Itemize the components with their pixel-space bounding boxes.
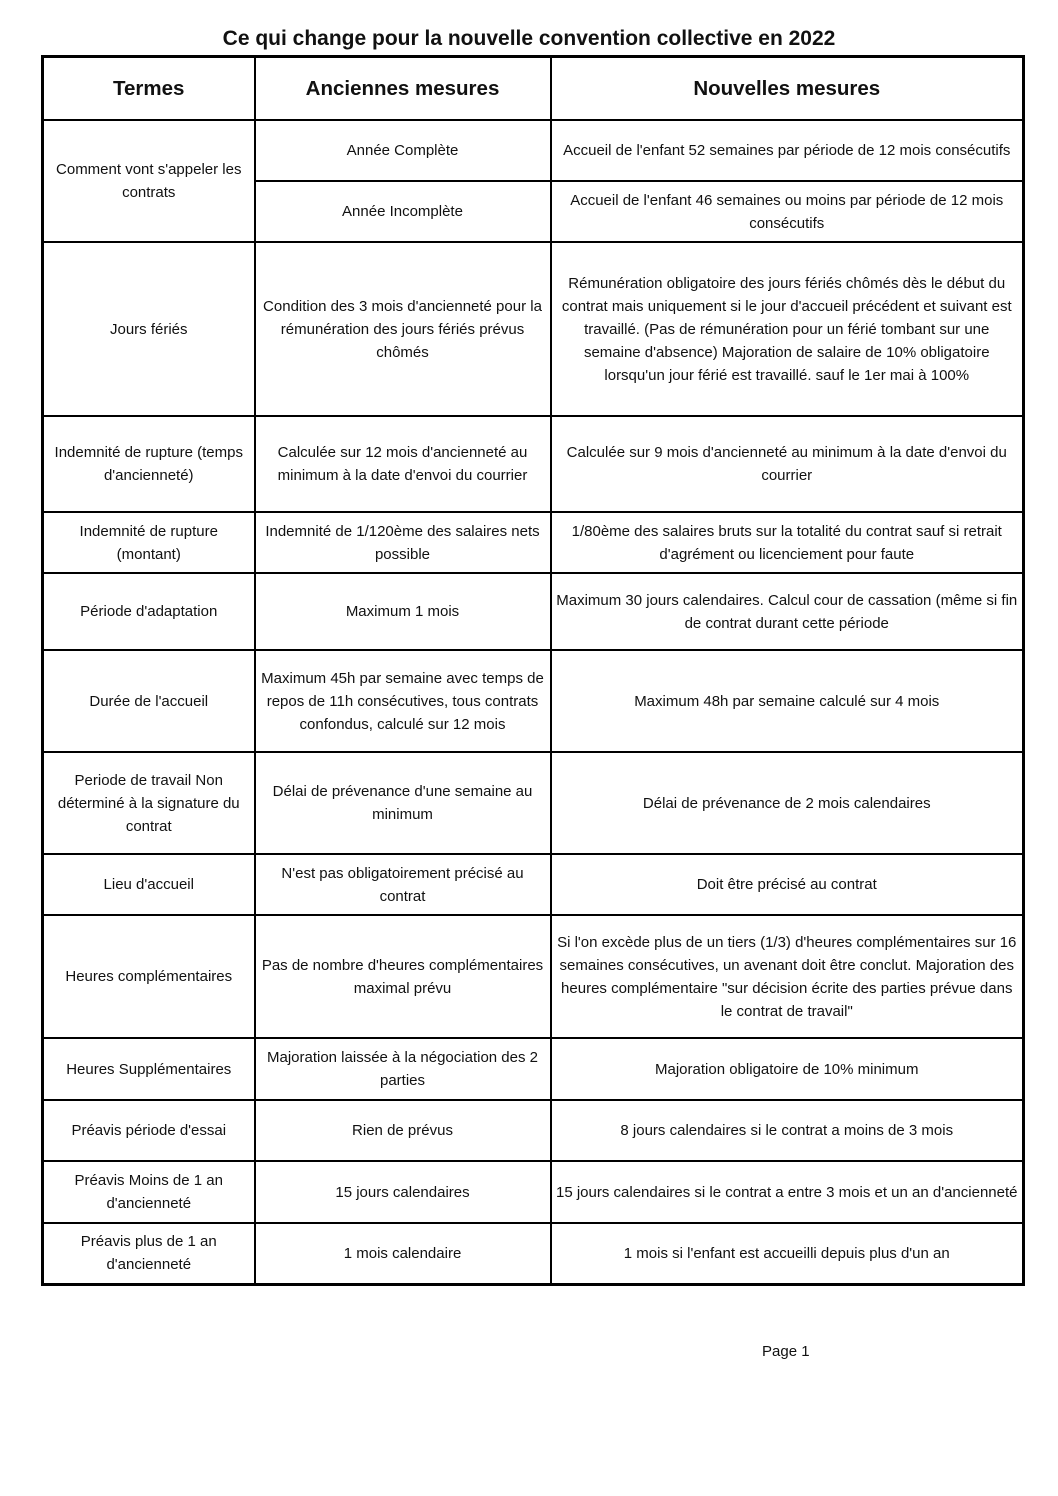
old-measure-cell: Année Complète (255, 120, 551, 181)
old-measure-cell: 15 jours calendaires (255, 1161, 551, 1223)
new-measure-cell: Maximum 30 jours calendaires. Calcul cour de cassation (même si fin de contrat durant cette période (551, 573, 1024, 650)
term-cell: Période d'adaptation (43, 573, 255, 650)
new-measure-cell: 8 jours calendaires si le contrat a moins de 3 mois (551, 1100, 1024, 1161)
table-header-row (43, 57, 1024, 121)
old-measure-cell: Maximum 1 mois (255, 573, 551, 650)
term-cell: Préavis plus de 1 an d'ancienneté (43, 1223, 255, 1284)
old-measure-cell: Délai de prévenance d'une semaine au minimum (255, 752, 551, 854)
table-row (43, 120, 1024, 181)
table-row (43, 752, 1024, 854)
header-termes: Termes (43, 57, 255, 121)
new-measure-cell: Majoration obligatoire de 10% minimum (551, 1038, 1024, 1100)
term-cell: Indemnité de rupture (montant) (43, 512, 255, 573)
new-measure-cell: 1 mois si l'enfant est accueilli depuis plus d'un an (551, 1223, 1024, 1284)
table-row (43, 573, 1024, 650)
new-measure-cell: Maximum 48h par semaine calculé sur 4 mois (551, 650, 1024, 752)
new-measure-cell: 1/80ème des salaires bruts sur la totalité du contrat sauf si retrait d'agrément ou licenciement pour faute (551, 512, 1024, 573)
table-row (43, 650, 1024, 752)
new-measure-cell: 15 jours calendaires si le contrat a entre 3 mois et un an d'ancienneté (551, 1161, 1024, 1223)
old-measure-cell: Pas de nombre d'heures complémentaires maximal prévu (255, 915, 551, 1038)
table-row (43, 242, 1024, 416)
old-measure-cell: Condition des 3 mois d'ancienneté pour la rémunération des jours fériés prévus chômés (255, 242, 551, 416)
header-anciennes-mesures: Anciennes mesures (255, 57, 551, 121)
term-cell: Periode de travail Non déterminé à la signature du contrat (43, 752, 255, 854)
new-measure-cell: Délai de prévenance de 2 mois calendaires (551, 752, 1024, 854)
term-cell: Durée de l'accueil (43, 650, 255, 752)
term-cell: Lieu d'accueil (43, 854, 255, 915)
term-cell: Préavis Moins de 1 an d'ancienneté (43, 1161, 255, 1223)
old-measure-cell: Calculée sur 12 mois d'ancienneté au minimum à la date d'envoi du courrier (255, 416, 551, 512)
term-cell: Préavis période d'essai (43, 1100, 255, 1161)
conventions-table (41, 55, 1025, 1286)
old-measure-cell: Maximum 45h par semaine avec temps de repos de 11h consécutives, tous contrats confondus, calculé sur 12 mois (255, 650, 551, 752)
table-row (43, 416, 1024, 512)
new-measure-cell: Calculée sur 9 mois d'ancienneté au minimum à la date d'envoi du courrier (551, 416, 1024, 512)
new-measure-cell: Rémunération obligatoire des jours fériés chômés dès le début du contrat mais uniquement si le jour d'accueil précédent et suivant est travaillé. (Pas de rémunération pour un férié tombant sur une semaine d'absence) Majoration de salaire de 10% obligatoire lorsqu'un jour férié est travaillé. sauf le 1er mai à 100% (551, 242, 1024, 416)
term-cell: Indemnité de rupture (temps d'ancienneté) (43, 416, 255, 512)
old-measure-cell: Indemnité de 1/120ème des salaires nets possible (255, 512, 551, 573)
table-row (43, 915, 1024, 1038)
old-measure-cell: Rien de prévus (255, 1100, 551, 1161)
term-cell: Heures Supplémentaires (43, 1038, 255, 1100)
table-row (43, 512, 1024, 573)
page-number: Page 1 (762, 1343, 810, 1360)
old-measure-cell: Majoration laissée à la négociation des 2 parties (255, 1038, 551, 1100)
table-row (43, 854, 1024, 915)
term-cell: Heures complémentaires (43, 915, 255, 1038)
term-cell: Comment vont s'appeler les contrats (43, 120, 255, 242)
new-measure-cell: Accueil de l'enfant 46 semaines ou moins par période de 12 mois consécutifs (551, 181, 1024, 242)
document-title: Ce qui change pour la nouvelle convention collective en 2022 (222, 27, 836, 50)
new-measure-cell: Doit être précisé au contrat (551, 854, 1024, 915)
table-row (43, 1223, 1024, 1284)
old-measure-cell: N'est pas obligatoirement précisé au contrat (255, 854, 551, 915)
term-cell: Jours fériés (43, 242, 255, 416)
new-measure-cell: Accueil de l'enfant 52 semaines par période de 12 mois consécutifs (551, 120, 1024, 181)
table-row (43, 1038, 1024, 1100)
table-row (43, 1100, 1024, 1161)
new-measure-cell: Si l'on excède plus de un tiers (1/3) d'heures complémentaires sur 16 semaines consécutives, un avenant doit être conclut. Majoration des heures complémentaire "sur décision écrite des parties prévue dans le contrat de travail" (551, 915, 1024, 1038)
table-row (43, 1161, 1024, 1223)
old-measure-cell: 1 mois calendaire (255, 1223, 551, 1284)
old-measure-cell: Année Incomplète (255, 181, 551, 242)
header-nouvelles-mesures: Nouvelles mesures (551, 57, 1024, 121)
